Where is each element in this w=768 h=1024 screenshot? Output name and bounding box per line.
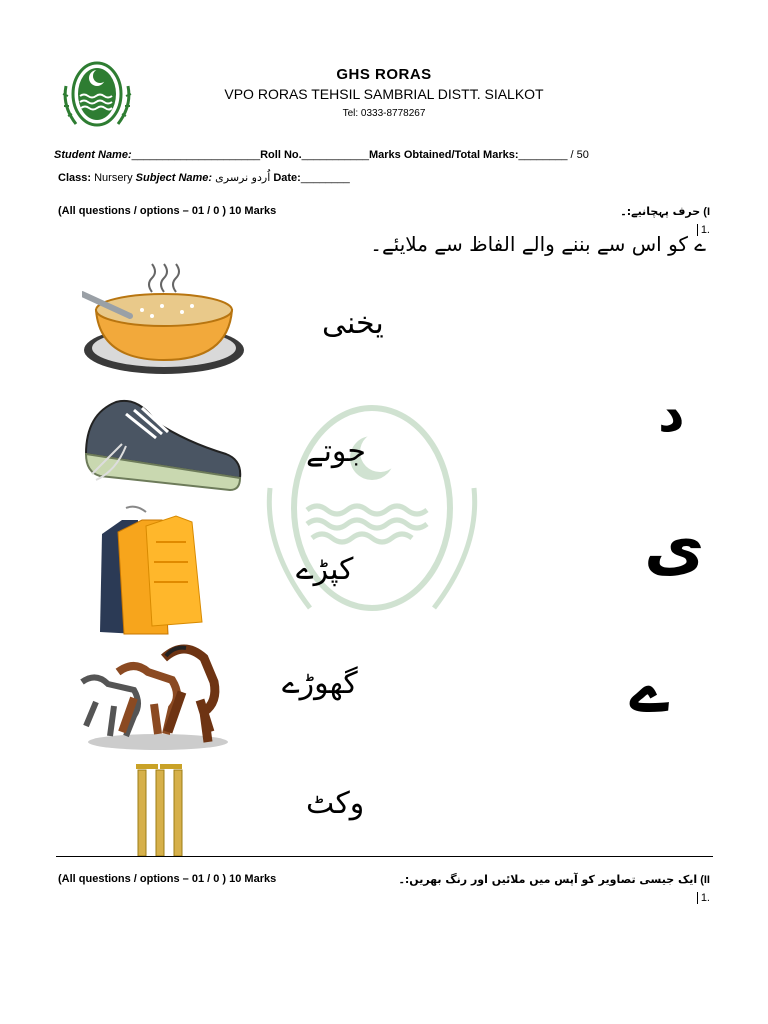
section1-question-number: 1. (697, 224, 710, 236)
section1-marks-note: (All questions / options – 01 / 0 ) 10 Marks (58, 205, 277, 217)
section1-instruction: ے کو اس سے بننے والے الفاظ سے ملایئے۔ (370, 232, 706, 256)
total-marks: / 50 (570, 149, 589, 161)
section2-title (398, 873, 710, 886)
letter-dal: د (658, 384, 685, 444)
school-phone: Tel: 0333-8778267 (342, 108, 426, 119)
section1-title (620, 205, 710, 218)
date-blank[interactable]: ________ (300, 172, 350, 184)
student-name-label: Student Name: (54, 149, 132, 161)
word-wicket: وکٹ (306, 786, 365, 821)
class-value: Nursery (94, 172, 133, 184)
wicket-picture (132, 760, 188, 861)
section-divider (56, 856, 713, 857)
word-jootay: جوتے (306, 434, 366, 469)
section1-roman: I) (703, 206, 710, 218)
word-kapray: کپڑے (296, 552, 354, 587)
subject-label: Subject Name: (135, 172, 213, 184)
section1-title-urdu: حرف پہچانیے:۔ (620, 205, 701, 218)
class-label: Class: (58, 172, 92, 184)
section2-question-number: 1. (697, 892, 710, 904)
punjab-government-watermark-icon (262, 398, 482, 618)
roll-no-blank[interactable]: ___________ (301, 149, 369, 161)
letter-bari-ye: ے (630, 650, 669, 727)
school-address: VPO RORAS TEHSIL SAMBRIAL DISTT. SIALKOT (224, 86, 544, 102)
clothes-picture (96, 502, 206, 641)
section2-title-urdu: ایک جیسی تصاویر کو آپس میں ملائیں اور رنگ بھریں:۔ (398, 873, 698, 886)
roll-no-label: Roll No. (260, 149, 302, 161)
subject-value: اُردو نرسری (215, 171, 271, 184)
word-ghoray: گھوڑے (282, 666, 358, 701)
letter-choti-ye: ی (644, 508, 705, 585)
horses-picture (78, 636, 230, 759)
student-info-row (54, 149, 589, 161)
section2-marks-note: (All questions / options – 01 / 0 ) 10 Marks (58, 873, 277, 885)
school-name: GHS RORAS (336, 66, 432, 83)
date-label: Date: (273, 172, 301, 184)
marks-label: Marks Obtained/Total Marks: (368, 149, 519, 161)
marks-blank[interactable]: ________ (518, 149, 568, 161)
section2-roman: II) (700, 874, 710, 886)
class-info-row (58, 171, 350, 184)
student-name-blank[interactable]: _____________________ (131, 149, 261, 161)
shoe-picture (82, 394, 244, 499)
word-yakhni: یخنی (322, 306, 384, 341)
soup-bowl-picture (82, 262, 247, 387)
